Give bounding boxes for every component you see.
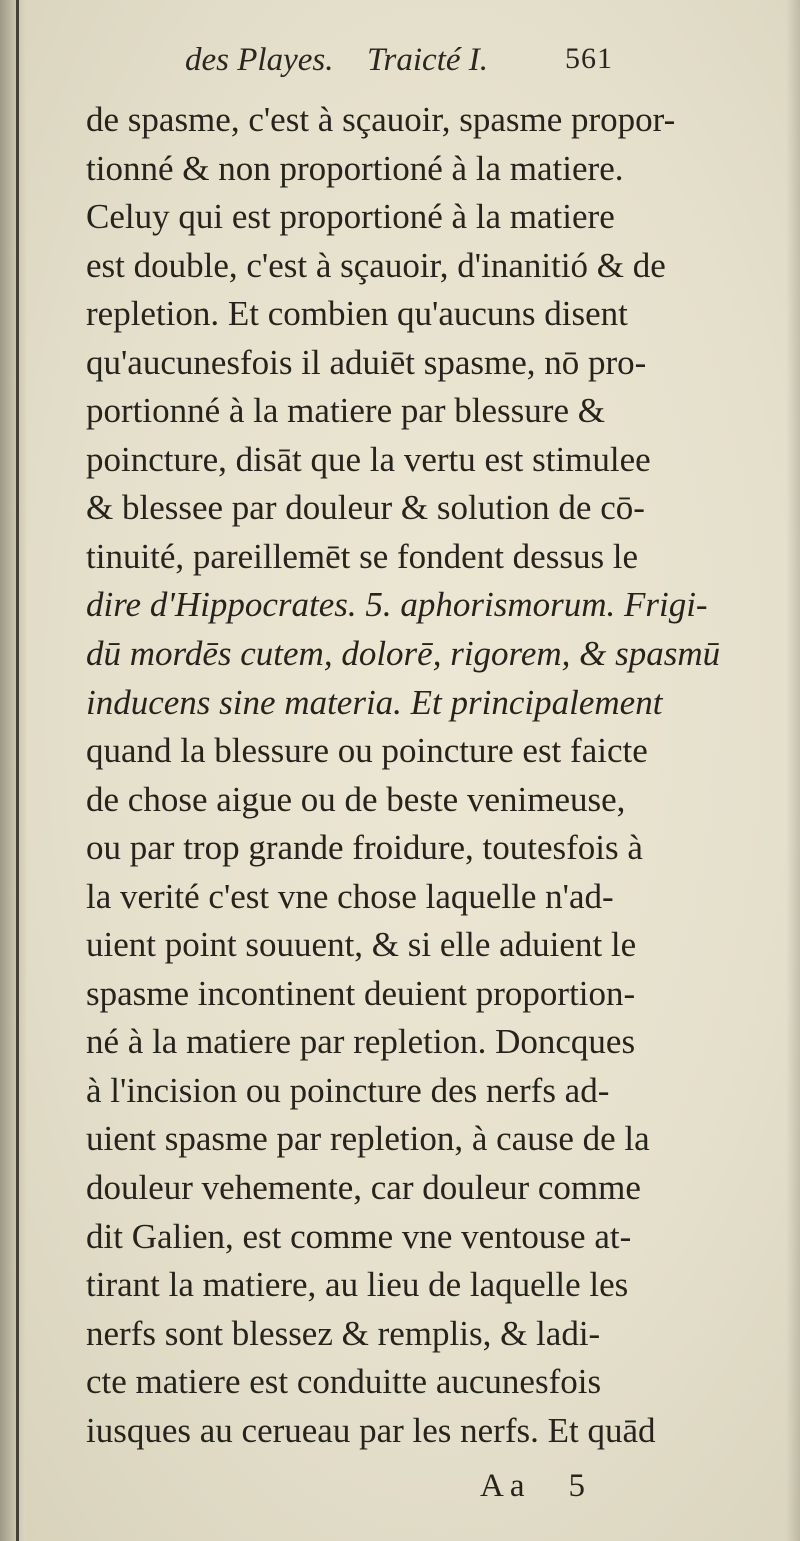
page-number: 561 bbox=[565, 42, 613, 75]
text-line: la verité c'est vne chose laquelle n'ad- bbox=[86, 876, 614, 916]
text-line: poincture, disāt que la vertu est stimulee bbox=[86, 439, 651, 479]
text-line: portionné à la matiere par blessure & bbox=[86, 391, 605, 431]
text-line: quand la blessure ou poincture est faicte bbox=[86, 731, 648, 771]
binding-edge-line bbox=[16, 0, 19, 1541]
text-line: à l'incision ou poincture des nerfs ad- bbox=[86, 1070, 610, 1110]
text-line: & blessee par douleur & solution de cō- bbox=[86, 488, 645, 528]
text-line: tionné & non proportioné à la matiere. bbox=[86, 148, 624, 188]
text-line: spasme incontinent deuient proportion- bbox=[86, 973, 636, 1013]
page-binding bbox=[0, 0, 26, 1541]
text-line: nerfs sont blessez & remplis, & ladi- bbox=[86, 1313, 601, 1353]
text-line: repletion. Et combien qu'aucuns disent bbox=[86, 294, 628, 334]
text-line: tinuité, pareillemēt se fondent dessus le bbox=[86, 536, 639, 576]
signature-mark bbox=[480, 1468, 591, 1505]
text-line: de chose aigue ou de beste venimeuse, bbox=[86, 779, 626, 819]
text-line: Celuy qui est proportioné à la matiere bbox=[86, 197, 615, 237]
text-line: de spasme, c'est à sçauoir, spasme propor- bbox=[86, 100, 676, 139]
page-edge-shadow bbox=[786, 0, 800, 1541]
text-line: iusques au cerueau par les nerfs. Et quād bbox=[86, 1410, 656, 1450]
text-line: douleur vehemente, car douleur comme bbox=[86, 1168, 641, 1208]
signature-letters: Aa bbox=[480, 1468, 531, 1504]
text-line: cte matiere est conduitte aucunesfois bbox=[86, 1362, 602, 1402]
text-line: est double, c'est à sçauoir, d'inanitió & de bbox=[86, 245, 666, 285]
text-line: qu'aucunesfois il aduiēt spasme, nō pro- bbox=[86, 342, 647, 382]
body-text bbox=[86, 96, 746, 1455]
text-line: uient spasme par repletion, à cause de la bbox=[86, 1119, 650, 1159]
text-line: dire d'Hippocrates. 5. aphorismorum. Frigi- bbox=[86, 585, 708, 625]
text-line: ou par trop grande froidure, toutesfois à bbox=[86, 828, 643, 868]
signature-number: 5 bbox=[568, 1468, 591, 1504]
text-line: né à la matiere par repletion. Doncques bbox=[86, 1022, 636, 1062]
text-line: uient point souuent, & si elle aduient le bbox=[86, 925, 637, 965]
text-line: dit Galien, est comme vne ventouse at- bbox=[86, 1216, 632, 1256]
running-header bbox=[185, 42, 745, 90]
text-line: inducens sine materia. Et principalement bbox=[86, 682, 663, 722]
text-line: tirant la matiere, au lieu de laquelle les bbox=[86, 1265, 629, 1305]
text-line: dū mordēs cutem, dolorē, rigorem, & spasmū bbox=[86, 634, 721, 674]
header-section-title: des Playes. bbox=[185, 42, 334, 78]
header-treatise-title: Traicté I. bbox=[367, 42, 488, 78]
